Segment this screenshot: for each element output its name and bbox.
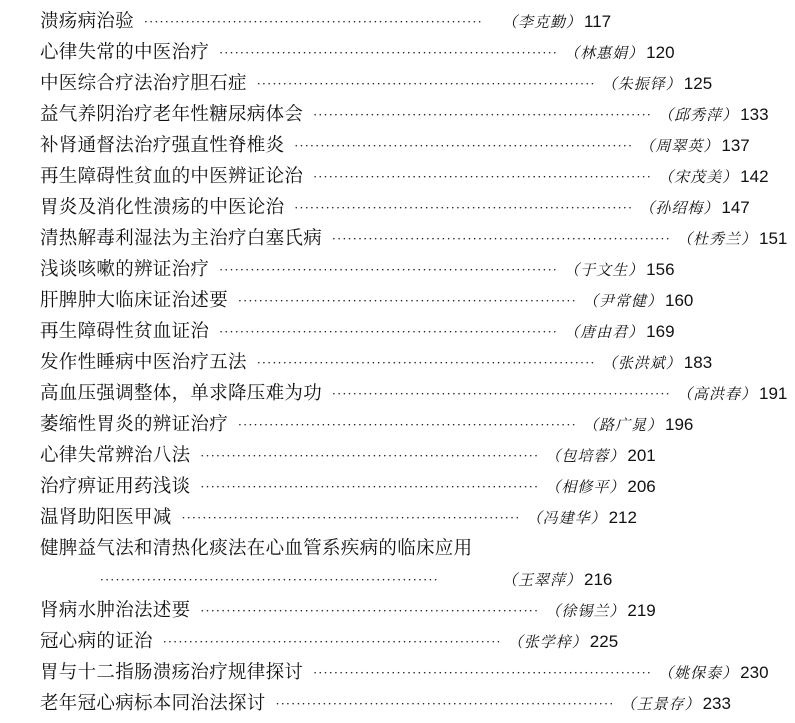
entry-author: （王景存） (620, 695, 701, 713)
dot-leader: ································································· (162, 635, 502, 649)
dot-leader: ································································· (200, 604, 540, 618)
dot-leader: ································································· (200, 480, 540, 494)
toc-entry (40, 224, 788, 254)
entry-author: （朱振铎） (601, 75, 682, 93)
dot-leader: ································································· (256, 77, 596, 91)
toc-entry (40, 689, 731, 719)
dot-leader: ································································· (313, 170, 653, 184)
toc-entry (40, 286, 694, 316)
entry-author: （王翠萍） (501, 571, 582, 589)
entry-title: 萎缩性胃炎的辨证治疗 (40, 414, 229, 435)
entry-author: （宋茂美） (658, 168, 739, 186)
entry-page: 125 (683, 74, 713, 93)
entry-title: 浅谈咳嗽的辨证治疗 (40, 259, 210, 280)
toc-entry-title-line (40, 534, 620, 564)
dot-leader: ································································· (256, 356, 596, 370)
entry-page: 133 (740, 105, 769, 124)
entry-page: 183 (683, 353, 713, 372)
entry-page: 216 (584, 570, 613, 589)
entry-author: （唐由君） (564, 323, 645, 341)
dot-leader: ································································· (200, 449, 540, 463)
entry-page: 169 (646, 322, 675, 341)
entry-page: 160 (664, 291, 694, 310)
toc-entry (40, 255, 675, 285)
entry-page: 137 (721, 136, 750, 155)
entry-title: 高血压强调整体，单求降压难为功 (40, 383, 323, 404)
toc-entry (40, 69, 713, 99)
toc-entry (40, 317, 675, 347)
entry-title: 补肾通督法治疗强直性脊椎炎 (40, 135, 285, 156)
dot-leader: ································································· (294, 201, 634, 215)
toc-entry (40, 100, 769, 130)
dot-leader: ································································· (332, 387, 671, 401)
entry-title: 再生障碍性贫血证治 (40, 321, 210, 342)
entry-title: 心律失常的中医治疗 (40, 42, 210, 63)
entry-page: 206 (627, 477, 656, 496)
dot-leader: ································································· (219, 263, 559, 277)
entry-title: 胃与十二指肠溃疡治疗规律探讨 (40, 662, 304, 683)
entry-author: （杜秀兰） (676, 230, 757, 248)
toc-entry (40, 410, 694, 440)
entry-page: 230 (740, 663, 769, 682)
entry-page: 212 (608, 508, 637, 527)
dot-leader: ································································· (100, 573, 439, 587)
entry-page: 142 (740, 167, 769, 186)
entry-author: （林惠娟） (564, 44, 645, 62)
entry-author: （包培蓉） (545, 447, 626, 465)
toc-entry (40, 162, 769, 192)
dot-leader: ································································· (144, 15, 483, 29)
dot-leader: ································································· (313, 108, 653, 122)
entry-page: 191 (758, 384, 788, 403)
entry-title: 健脾益气法和清热化痰法在心血管系疾病的临床应用 (40, 538, 473, 559)
entry-author: （孙绍梅） (639, 199, 720, 217)
entry-title: 冠心病的证治 (40, 631, 153, 652)
toc-entry (40, 379, 788, 409)
entry-page: 233 (702, 694, 731, 713)
toc-entry (40, 503, 637, 533)
entry-title: 肾病水肿治法述要 (40, 600, 191, 621)
entry-author: （于文生） (564, 261, 645, 279)
entry-author: （周翠英） (639, 137, 720, 155)
entry-title: 再生障碍性贫血的中医辨证论治 (40, 166, 304, 187)
entry-author: （张洪斌） (601, 354, 682, 372)
entry-title: 发作性睡病中医治疗五法 (40, 352, 247, 373)
toc-entry (40, 38, 675, 68)
entry-author: （高洪春） (676, 385, 757, 403)
entry-title: 胃炎及消化性溃疡的中医论治 (40, 197, 285, 218)
entry-title: 老年冠心病标本同治法探讨 (40, 693, 266, 714)
toc-entry (40, 193, 750, 223)
entry-title: 清热解毒利湿法为主治疗白塞氏病 (40, 228, 323, 249)
entry-page: 219 (627, 601, 656, 620)
toc-entry (40, 131, 750, 161)
toc-entry (40, 441, 656, 471)
entry-author: （路广晁） (582, 416, 663, 434)
entry-title: 益气养阴治疗老年性糖尿病体会 (40, 104, 304, 125)
dot-leader: ································································· (219, 46, 559, 60)
entry-page: 196 (664, 415, 694, 434)
toc-entry (40, 596, 656, 626)
entry-page: 225 (589, 632, 619, 651)
toc-entry (40, 348, 713, 378)
dot-leader: ································································· (219, 325, 559, 339)
dot-leader: ································································· (238, 418, 577, 432)
entry-page: 151 (758, 229, 788, 248)
entry-title: 中医综合疗法治疗胆石症 (40, 73, 247, 94)
entry-title: 心律失常辨治八法 (40, 445, 191, 466)
dot-leader: ································································· (238, 294, 577, 308)
entry-page: 117 (584, 12, 612, 31)
entry-author: （姚保泰） (658, 664, 739, 682)
dot-leader: ································································· (313, 666, 653, 680)
entry-title: 溃疡病治验 (40, 11, 135, 32)
dot-leader: ································································· (332, 232, 671, 246)
dot-leader: ································································· (275, 697, 615, 711)
entry-page: 147 (721, 198, 750, 217)
dot-leader: ································································· (181, 511, 521, 525)
toc-entry (40, 7, 620, 37)
entry-author: （尹常健） (582, 292, 663, 310)
entry-author: （徐锡兰） (545, 602, 626, 620)
entry-page: 120 (646, 43, 675, 62)
entry-author: （冯建华） (526, 509, 607, 527)
dot-leader: ································································· (294, 139, 634, 153)
toc-entry (40, 627, 620, 657)
entry-page: 156 (646, 260, 675, 279)
toc-entry (40, 658, 769, 688)
entry-author: （相修平） (545, 478, 626, 496)
entry-author: （李克勤） (501, 13, 582, 31)
entry-author: （张学梓） (507, 633, 588, 651)
entry-title: 治疗痹证用药浅谈 (40, 476, 191, 497)
toc-entry (40, 565, 620, 595)
entry-title: 温肾助阳医甲减 (40, 507, 172, 528)
entry-page: 201 (627, 446, 656, 465)
entry-author: （邱秀萍） (658, 106, 739, 124)
entry-title: 肝脾肿大临床证治述要 (40, 290, 229, 311)
toc-entry (40, 472, 656, 502)
